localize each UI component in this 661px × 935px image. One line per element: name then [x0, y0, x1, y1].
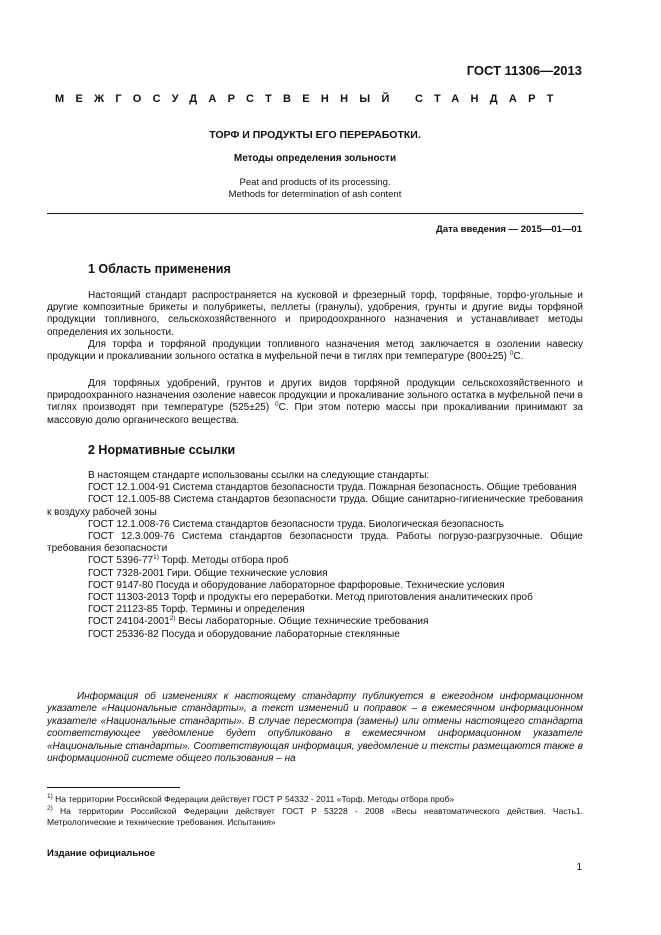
section-1-paragraph-2: Для торфа и торфяной продукции топливного назначения метод заключается в озолении навеску продукции и прокаливании зольного остатка в муфельной печи в тиглях при температуре (800±25) $^0$С. [47, 339, 583, 363]
references-intro: В настоящем стандарте использованы ссылки на следующие стандарты: [88, 470, 430, 481]
reference-item: ГОСТ 21123-85 Торф. Термины и определения [88, 604, 305, 616]
section-1-paragraph-1: Настоящий стандарт распространяется на кусковой и фрезерный торф, торфяные, торфо-угольные и другие композитные брикеты и полубрикеты, пеллеты (гранулы), удобрения, грунты и другие виды торфяной продукции топливного, сельскохозяйственного и природоохранного назначения и устанавливает методы определения их зольности. [47, 290, 583, 338]
official-edition-label: Издание официальное [47, 848, 155, 859]
normative-references [47, 470, 583, 641]
english-title-line2: Methods for determination of ash content [228, 189, 402, 200]
document-subtitle: Методы определения зольности [233, 153, 397, 164]
page-number: 1 [576, 862, 582, 873]
reference-item: ГОСТ 12.1.005-88 Система стандартов безопасности труда. Общие санитарно-гигиенические требования к воздуху рабочей зоны [47, 494, 583, 518]
title-divider [47, 213, 583, 214]
introduction-date: Дата введения — 2015—01—01 [436, 224, 582, 235]
reference-item: ГОСТ 5396-77$^{1)}$ Торф. Методы отбора проб [88, 554, 289, 567]
reference-item: ГОСТ 12.3.009-76 Система стандартов безопасности труда. Работы погрузо-разгрузочные. Общие требования безопасности [47, 531, 583, 555]
reference-item: ГОСТ 12.1.004-91 Система стандартов безопасности труда. Пожарная безопасность. Общие требования [88, 482, 577, 494]
reference-item: ГОСТ 24104-2001$^{2)}$ Весы лабораторные. Общие технические требования [88, 615, 429, 628]
section-1-heading: 1 Область применения [88, 262, 231, 276]
footnote-separator [47, 787, 180, 788]
section-2-heading: 2 Нормативные ссылки [88, 443, 236, 457]
footnote-2: $^{2)}$ На территории Российской Федерации действует ГОСТ Р 53228 - 2008 «Весы неавтоматического действия. Часть1. Метрологические и технические требования. Испытания» [47, 805, 583, 827]
document-title: ТОРФ И ПРОДУКТЫ ЕГО ПЕРЕРАБОТКИ. [209, 129, 421, 141]
english-title-line1: Peat and products of its processing. [239, 177, 391, 188]
footnote-ref-2: 2) [169, 615, 176, 623]
reference-item: ГОСТ 9147-80 Посуда и оборудование лабораторное фарфоровые. Технические условия [88, 579, 505, 591]
standard-type: МЕЖГОСУДАРСТВЕННЫЙ СТАНДАРТ [55, 93, 565, 105]
reference-item: ГОСТ 25336-82 Посуда и оборудование лабораторные стеклянные [88, 628, 400, 640]
reference-item: ГОСТ 7328-2001 Гири. Общие технические условия [88, 567, 328, 579]
footnote-1: $^{1)}$ На территории Российской Федерации действует ГОСТ Р 54332 - 2011 «Торф. Методы отбора проб» [47, 793, 455, 804]
reference-item: ГОСТ 12.1.008-76 Система стандартов безопасности труда. Биологическая безопасность [88, 518, 504, 530]
footnote-ref-1: 1) [153, 554, 159, 562]
reference-item: ГОСТ 11303-2013 Торф и продукты его переработки. Метод приготовления аналитических проб [88, 592, 533, 604]
information-note: Информация об изменениях к настоящему стандарту публикуется в ежегодном информационном указателе «Национальные стандарты», а текст изменений и поправок – в ежемесячном информационном указателе «Национальные стандарты». В случае пересмотра (замены) или отмены настоящего стандарта соответствующее уведомление будет опубликовано в ежемесячном информационном указателе «Национальные стандарты». Соответствующая информация, уведомление и тексты размещаются также в информационной системе общего пользования – на [47, 691, 583, 765]
section-1-paragraph-3: Для торфяных удобрений, грунтов и других видов торфяной продукции сельскохозяйственного и природоохранного назначения озоление навесок продукции и прокаливание зольного остатка в муфельной печи в тиглях производят при температуре (525±25) $^0$С. При этом потерю массы при прокаливании принимают за массовую долю органического вещества. [47, 378, 583, 426]
gost-number: ГОСТ 11306—2013 [466, 63, 582, 78]
